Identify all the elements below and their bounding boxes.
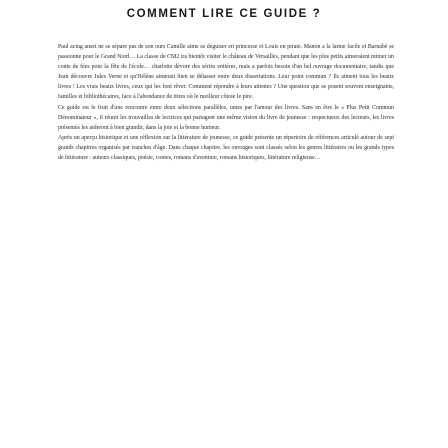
- paragraph-3: Après un aperçu historique et une réflexion sur la littérature de jeunesse, ce guide présente un répertoire de références articulé autour de sept grands chapitres organisés par tranches d'âge. Dans chaque chapitre, les ouvrages sont classés selon les genres littéraires ou les grands types de littérature : auteurs classiques, poésie, contes, romans d'aventure, romans historiques, littérature religieuse…: [58, 134, 394, 162]
- paragraph-1: Paul acing anset ne se sépare pas de son ours Camille aime se déguiser en princesse et Louis en pirate. Manon a la larme facile et Barnabé se passionne pour le Grand Nord… La classe de CM2 ira bientôt visiter le château de Versailles, pendant que les plus petits aimeraient mimer un conte de fées pour la fête de l'école… charlotte dévore des séries entières, mais a parfois besoin d'un bel ouvrage documentaire, tandis que Jean découvre Jules Verne et qu'Hélène aimerait bien se délasser entre deux dissertations. Leur point commun ? Ils aiment tous les beaux livres ! Les vrais beaux livres, ceux qui les font rêver. Comment répondre à leurs attentes ? Une question que se posent souvent enseignants, familles et bibliothécaires, face à l'abondance de titres où le meilleur côtoie le pire.: [58, 44, 394, 101]
- body-text: [58, 42, 394, 163]
- page-title: COMMENT LIRE CE GUIDE ?: [126, 8, 322, 20]
- paragraph-2: Ce guide est le fruit d'une rencontre entre deux sélections parallèles, unies par l'amour des livres. Sans en être le « Plus Petit Commun Dénominateur », il réunit les trouvailles de lectrices qui partagent une même vision du livre de jeunesse : respectueux des lecteurs, les livres présentés les aideront à bien grandir, dans la joie et la bonne humeur.: [58, 104, 394, 131]
